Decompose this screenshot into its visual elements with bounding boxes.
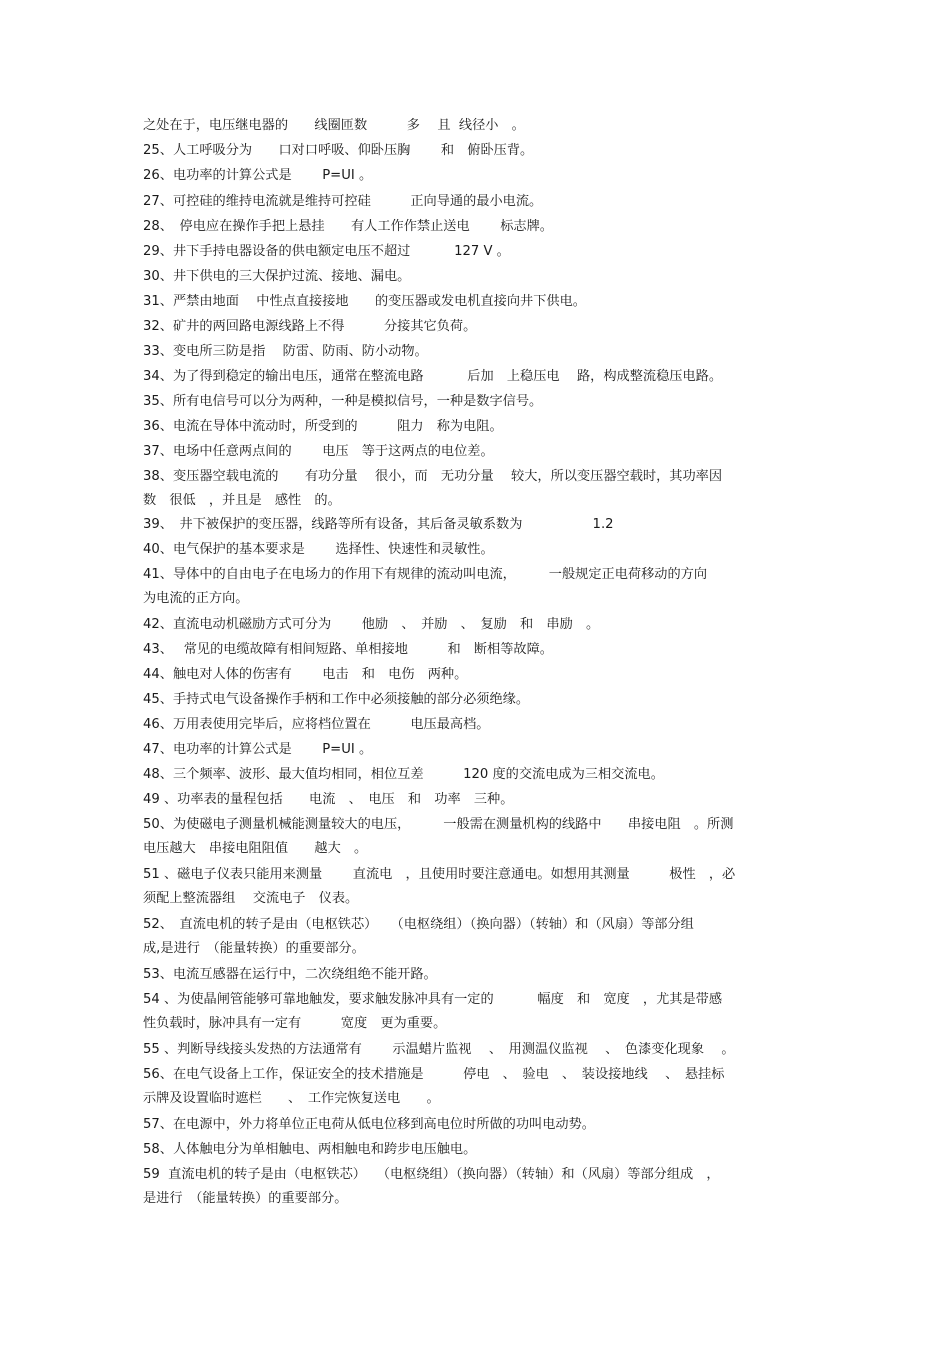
question-text-line: 56、在电气设备上工作，保证安全的技术措施是 停电 、 验电 、 装设接地线 、 悬挂标 [143,1067,725,1082]
question-text-line: 性负载时，脉冲具有一定有 宽度 更为重要。 [143,1016,447,1031]
question-text-line: 30、井下供电的三大保护过流、接地、漏电。 [143,269,411,284]
question-text-line: 58、人体触电分为单相触电、两相触电和跨步电压触电。 [143,1142,477,1157]
question-text-line: 为电流的正方向。 [143,591,249,606]
question-text-line: 38、变压器空载电流的 有功分量 很小，而 无功分量 较大，所以变压器空载时，其功率因 [143,469,723,484]
question-text-line: 32、矿井的两回路电源线路上不得 分接其它负荷。 [143,319,477,334]
question-text-line: 41、导体中的自由电子在电场力的作用下有规律的流动叫电流， 一般规定正电荷移动的方向 [143,567,708,582]
question-text-line: 数 很低 ，并且是 感性 的。 [143,493,341,508]
question-text-line: 之处在于，电压继电器的 线圈匝数 多 且 线径小 。 [143,118,525,133]
question-text-line: 是进行 （能量转换）的重要部分。 [143,1191,348,1206]
question-text-line: 26、电功率的计算公式是 P=UI 。 [143,168,373,183]
question-text-line: 54 、为使晶闸管能够可靠地触发，要求触发脉冲具有一定的 幅度 和 宽度 ，尤其是带感 [143,992,723,1007]
question-text-line: 47、电功率的计算公式是 P=UI 。 [143,742,373,757]
question-text-line: 59 直流电机的转子是由（电枢铁芯） （电枢绕组）（换向器）（转轴）和（风扇）等部分组成 ， [143,1167,720,1182]
question-text-line: 37、电场中任意两点间的 电压 等于这两点的电位差。 [143,444,494,459]
question-text-line: 52、 直流电机的转子是由（电枢铁芯） （电枢绕组）（换向器）（转轴）和（风扇）等部分组 [143,917,694,932]
question-text-line: 55 、判断导线接头发热的方法通常有 示温蜡片监视 、 用测温仪监视 、 色漆变化现象 。 [143,1042,735,1057]
question-text-line: 须配上整流器组 交流电子 仪表。 [143,891,359,906]
question-text-line: 36、电流在导体中流动时，所受到的 阻力 称为电阻。 [143,419,503,434]
question-text-line: 示牌及设置临时遮栏 、 工作完恢复送电 。 [143,1091,440,1106]
question-text-line: 28、 停电应在操作手把上悬挂 有人工作作禁止送电 标志牌。 [143,219,553,234]
question-text-line: 40、电气保护的基本要求是 选择性、快速性和灵敏性。 [143,542,494,557]
question-text-line: 48、三个频率、波形、最大值均相同，相位互差 120 度的交流电成为三相交流电。 [143,767,664,782]
question-text-line: 42、直流电动机磁励方式可分为 他励 、 并励 、 复励 和 串励 。 [143,617,600,632]
question-text-line: 31、严禁由地面 中性点直接接地 的变压器或发电机直接向井下供电。 [143,294,586,309]
question-text-line: 29、井下手持电器设备的供电额定电压不超过 127 V 。 [143,244,510,259]
question-text-line: 33、变电所三防是指 防雷、防雨、防小动物。 [143,344,428,359]
question-text-line: 27、可控硅的维持电流就是维持可控硅 正向导通的最小电流。 [143,194,543,209]
question-text-line: 35、所有电信号可以分为两种，一种是模拟信号，一种是数字信号。 [143,394,543,409]
question-text-line: 53、电流互感器在运行中，二次绕组绝不能开路。 [143,967,437,982]
question-text-line: 57、在电源中，外力将单位正电荷从低电位移到高电位时所做的功叫电动势。 [143,1117,595,1132]
question-text-line: 50、为使磁电子测量机械能测量较大的电压， 一般需在测量机构的线路中 串接电阻 。所测 [143,817,734,832]
question-text-line: 44、触电对人体的伤害有 电击 和 电伤 两种。 [143,667,468,682]
question-text-line: 25、人工呼吸分为 口对口呼吸、仰卧压胸 和 俯卧压背。 [143,143,534,158]
question-text-line: 39、 井下被保护的变压器，线路等所有设备，其后备灵敏系数为 1.2 [143,517,614,532]
question-text-line: 45、手持式电气设备操作手柄和工作中必须接触的部分必须绝缘。 [143,692,530,707]
question-text-line: 46、万用表使用完毕后，应将档位置在 电压最高档。 [143,717,490,732]
question-text-line: 34、为了得到稳定的输出电压，通常在整流电路 后加 上稳压电 路，构成整流稳压电路。 [143,369,723,384]
question-text-line: 51 、磁电子仪表只能用来测量 直流电 ，且使用时要注意通电。如想用其测量 极性 ，必 [143,867,736,882]
question-text-line: 电压越大 串接电阻阻值 越大 。 [143,841,368,856]
question-text-line: 成,是进行 （能量转换）的重要部分。 [143,941,365,956]
question-text-line: 43、 常见的电缆故障有相间短路、单相接地 和 断相等故障。 [143,642,553,657]
question-text-line: 49 、功率表的量程包括 电流 、 电压 和 功率 三种。 [143,792,514,807]
